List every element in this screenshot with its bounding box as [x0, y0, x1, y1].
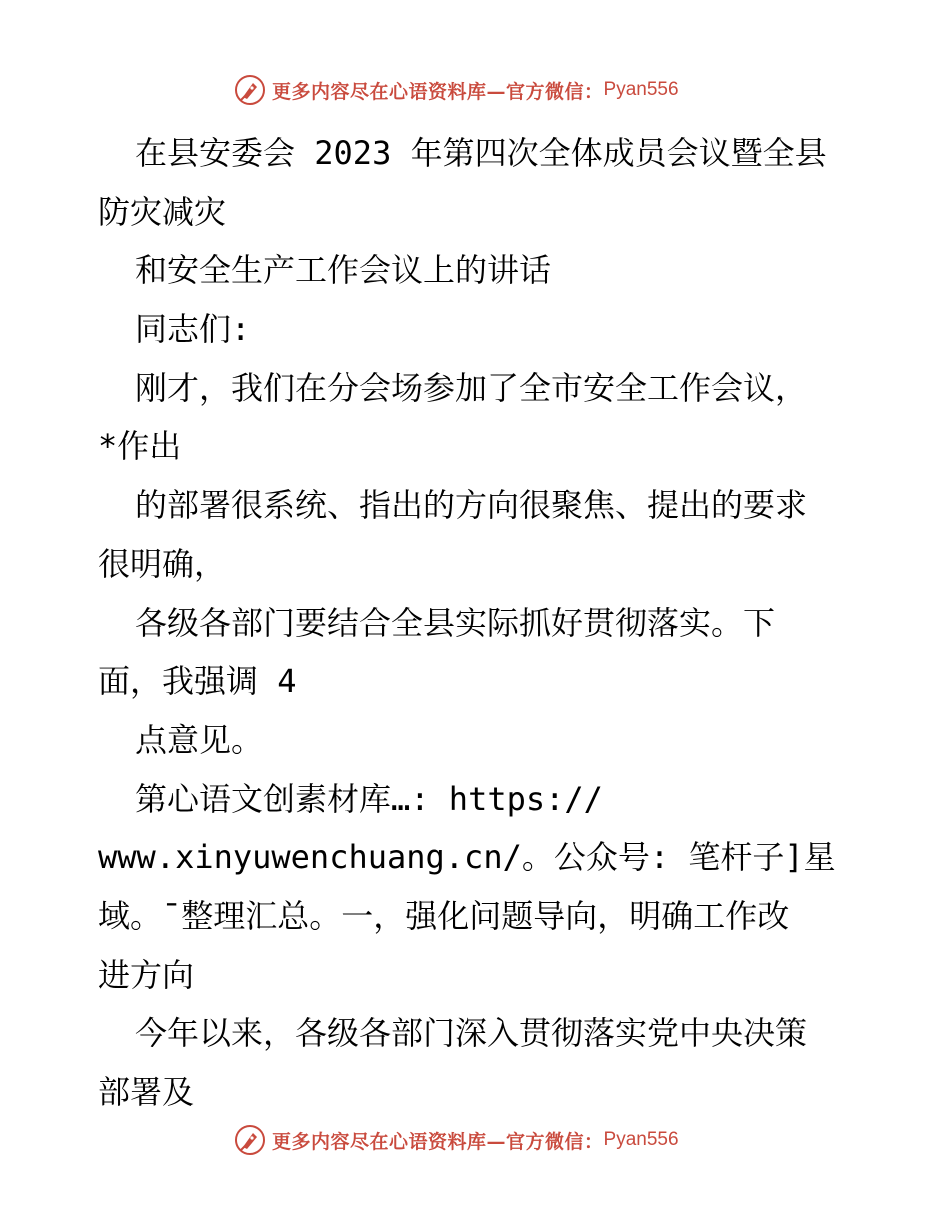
paragraph-line: 各级各部门要结合全县实际抓好贯彻落实。下	[135, 603, 776, 642]
paragraph-line: 第心语文创素材库…: https://	[135, 779, 603, 818]
watermark-wechat-id: Pyan556	[603, 79, 679, 100]
paragraph-line: 今年以来，各级各部门深入贯彻落实党中央决策	[135, 1014, 808, 1053]
salutation: 同志们:	[135, 310, 251, 349]
paragraph-line: 点意见。	[135, 720, 264, 759]
paragraph-line: 域。¯整理汇总。一，强化问题导向，明确工作改	[98, 896, 790, 935]
watermark-text: 更多内容尽在心语资料库—	[272, 80, 507, 103]
watermark-wechat-label: 官方微信：	[506, 1130, 604, 1153]
paragraph-line: 刚才，我们在分会场参加了全市安全工作会议，	[135, 368, 808, 407]
title-line-1: 在县安委会 2023 年第四次全体成员会议暨全县	[135, 134, 827, 172]
document-body	[98, 124, 858, 1122]
title-line-3: 和安全生产工作会议上的讲话	[135, 251, 552, 290]
paragraph-line: 的部署很系统、指出的方向很聚焦、提出的要求	[135, 486, 808, 525]
watermark-wechat-label: 官方微信：	[506, 80, 604, 103]
title-line-2: 防灾减灾	[98, 192, 227, 231]
paragraph-line: 很明确，	[98, 544, 227, 583]
watermark-text: 更多内容尽在心语资料库—	[272, 1130, 507, 1153]
bottom-watermark-banner	[234, 1122, 714, 1158]
paragraph-line: 部署及	[98, 1073, 195, 1111]
paragraph-line: 面，我强调 4	[98, 662, 297, 701]
top-watermark-banner	[234, 72, 714, 108]
watermark-wechat-id: Pyan556	[603, 1129, 679, 1150]
paragraph-line: 进方向	[98, 955, 195, 994]
paragraph-line: www.xinyuwenchuang.cn/。公众号: 笔杆子]星	[98, 838, 836, 877]
pen-nib-logo-icon	[234, 1124, 266, 1156]
pen-nib-logo-icon	[234, 74, 266, 106]
paragraph-line: *作出	[98, 427, 182, 466]
